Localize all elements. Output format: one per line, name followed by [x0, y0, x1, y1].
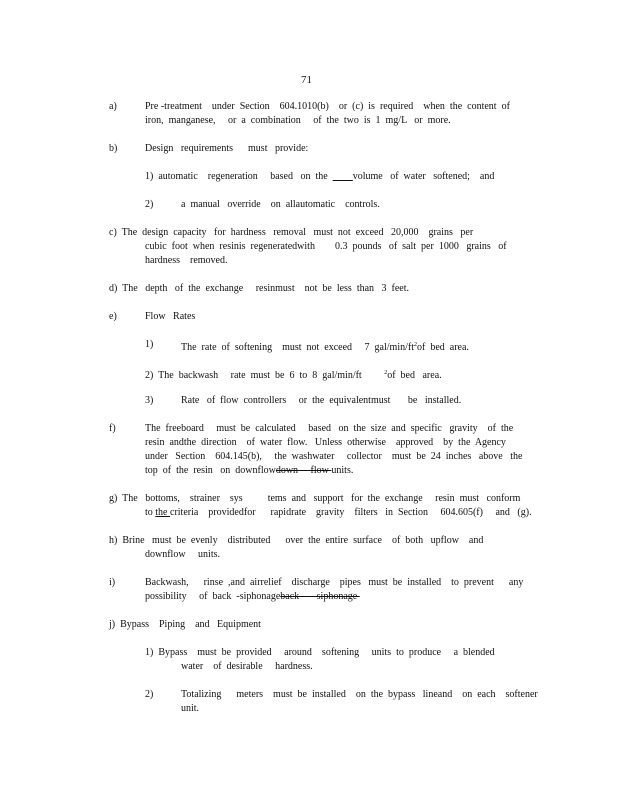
item-g-line-2-underline: the: [155, 507, 170, 518]
item-c-line-3: hardness removed.: [145, 255, 228, 266]
item-a-line-2: iron, manganese, or a combination of the two is 1 mg/L or more.: [145, 115, 451, 126]
item-f-line-1: The freeboard must be calculated based on the size and specific gravity of the: [145, 423, 514, 434]
item-e-sub-2-tail: of bed area.: [387, 370, 442, 381]
item-i-line-2-pre: possibility of back -siphonage: [145, 591, 281, 602]
item-a-marker: a): [109, 101, 117, 112]
item-f-line-4-strike: down flow: [275, 465, 332, 476]
item-j-sub-1-line-2: water of desirable hardness.: [181, 661, 313, 672]
item-c-line-2: cubic foot when resinis regeneratedwith 0.3 pounds of salt per 1000 grains of: [145, 241, 507, 252]
page-number: 71: [301, 74, 312, 86]
item-b-sub-2-text: a manual override on allautomatic controls.: [181, 199, 380, 210]
item-b-sub-1-post: volume of water softened; and: [352, 171, 495, 182]
item-f-line-2: resin andthe direction of water flow. Unless otherwise approved by the Agency: [145, 437, 506, 448]
item-f-line-3: under Section 604.145(b), the washwater collector must be 24 inches above the: [145, 451, 523, 462]
item-e-sub-3-num: 3): [145, 395, 154, 406]
item-d-line-1: d) The depth of the exchange resinmust not be less than 3 feet.: [109, 283, 410, 294]
item-b-sub-2-num: 2): [145, 199, 154, 210]
item-j-sub-1-line-1: 1) Bypass must be provided around softening units to produce a blended: [145, 647, 495, 658]
item-e-sub-1-superscript: 2: [414, 342, 417, 348]
item-g-line-2: [145, 507, 532, 519]
item-c-line-1: c) The design capacity for hardness removal must not exceed 20,000 grains per: [109, 227, 474, 238]
item-b-line-1: Design requirements must provide:: [145, 143, 309, 154]
item-g-line-2-post: criteria providedfor rapidrate gravity filters in Section 604.605(f) and (g).: [170, 507, 532, 518]
item-i-line-2: [145, 591, 360, 603]
item-i-marker: i): [109, 577, 116, 588]
item-j-line-1: j) Bypass Piping and Equipment: [109, 619, 261, 630]
item-i-line-2-strike: back siphonage: [280, 591, 360, 602]
item-h-line-2: downflow units.: [145, 549, 220, 560]
item-j-sub-2-line-2: unit.: [181, 703, 200, 714]
item-f-line-4-pre: top of the resin on downflow: [145, 465, 276, 476]
item-e-title: Flow Rates: [145, 311, 196, 322]
item-e-sub-1-num: 1): [145, 339, 154, 350]
item-e-sub-2-main: 2) The backwash rate must be 6 to 8 gal/min/ft: [145, 370, 362, 381]
item-b-marker: b): [109, 143, 118, 154]
item-e-sub-2-text: [145, 367, 442, 382]
item-f-marker: f): [109, 423, 116, 434]
item-e-sub-1-main: The rate of softening must not exceed 7 gal/min/ft: [181, 342, 414, 353]
item-e-sub-3-text: Rate of flow controllers or the equivalentmust be installed.: [181, 395, 462, 406]
item-f-line-4-post: units.: [331, 465, 354, 476]
item-e-marker: e): [109, 311, 117, 322]
item-f-line-4: [145, 465, 353, 477]
item-j-sub-2-line-1: Totalizing meters must be installed on the bypass lineand on each softener: [181, 689, 538, 700]
item-b-sub-1: [145, 171, 494, 183]
item-e-sub-1-text: [181, 339, 469, 354]
item-h-line-1: h) Brine must be evenly distributed over the entire surface of both upflow and: [109, 535, 484, 546]
item-e-sub-1-tail: of bed area.: [417, 342, 469, 353]
item-b-sub-1-blank: ____: [332, 171, 353, 182]
item-a-line-1: Pre -treatment under Section 604.1010(b) or (c) is required when the content of: [145, 101, 510, 112]
item-g-line-1: g) The bottoms, strainer sys tems and support for the exchange resin must conform: [109, 493, 521, 504]
item-j-sub-2-num: 2): [145, 689, 154, 700]
item-b-sub-1-pre: 1) automatic regeneration based on the: [145, 171, 333, 182]
item-e-sub-2-superscript: 2: [384, 370, 388, 376]
item-i-line-1: Backwash, rinse ,and airrelief discharge pipes must be installed to prevent any: [145, 577, 524, 588]
item-g-line-2-pre: to: [145, 507, 156, 518]
